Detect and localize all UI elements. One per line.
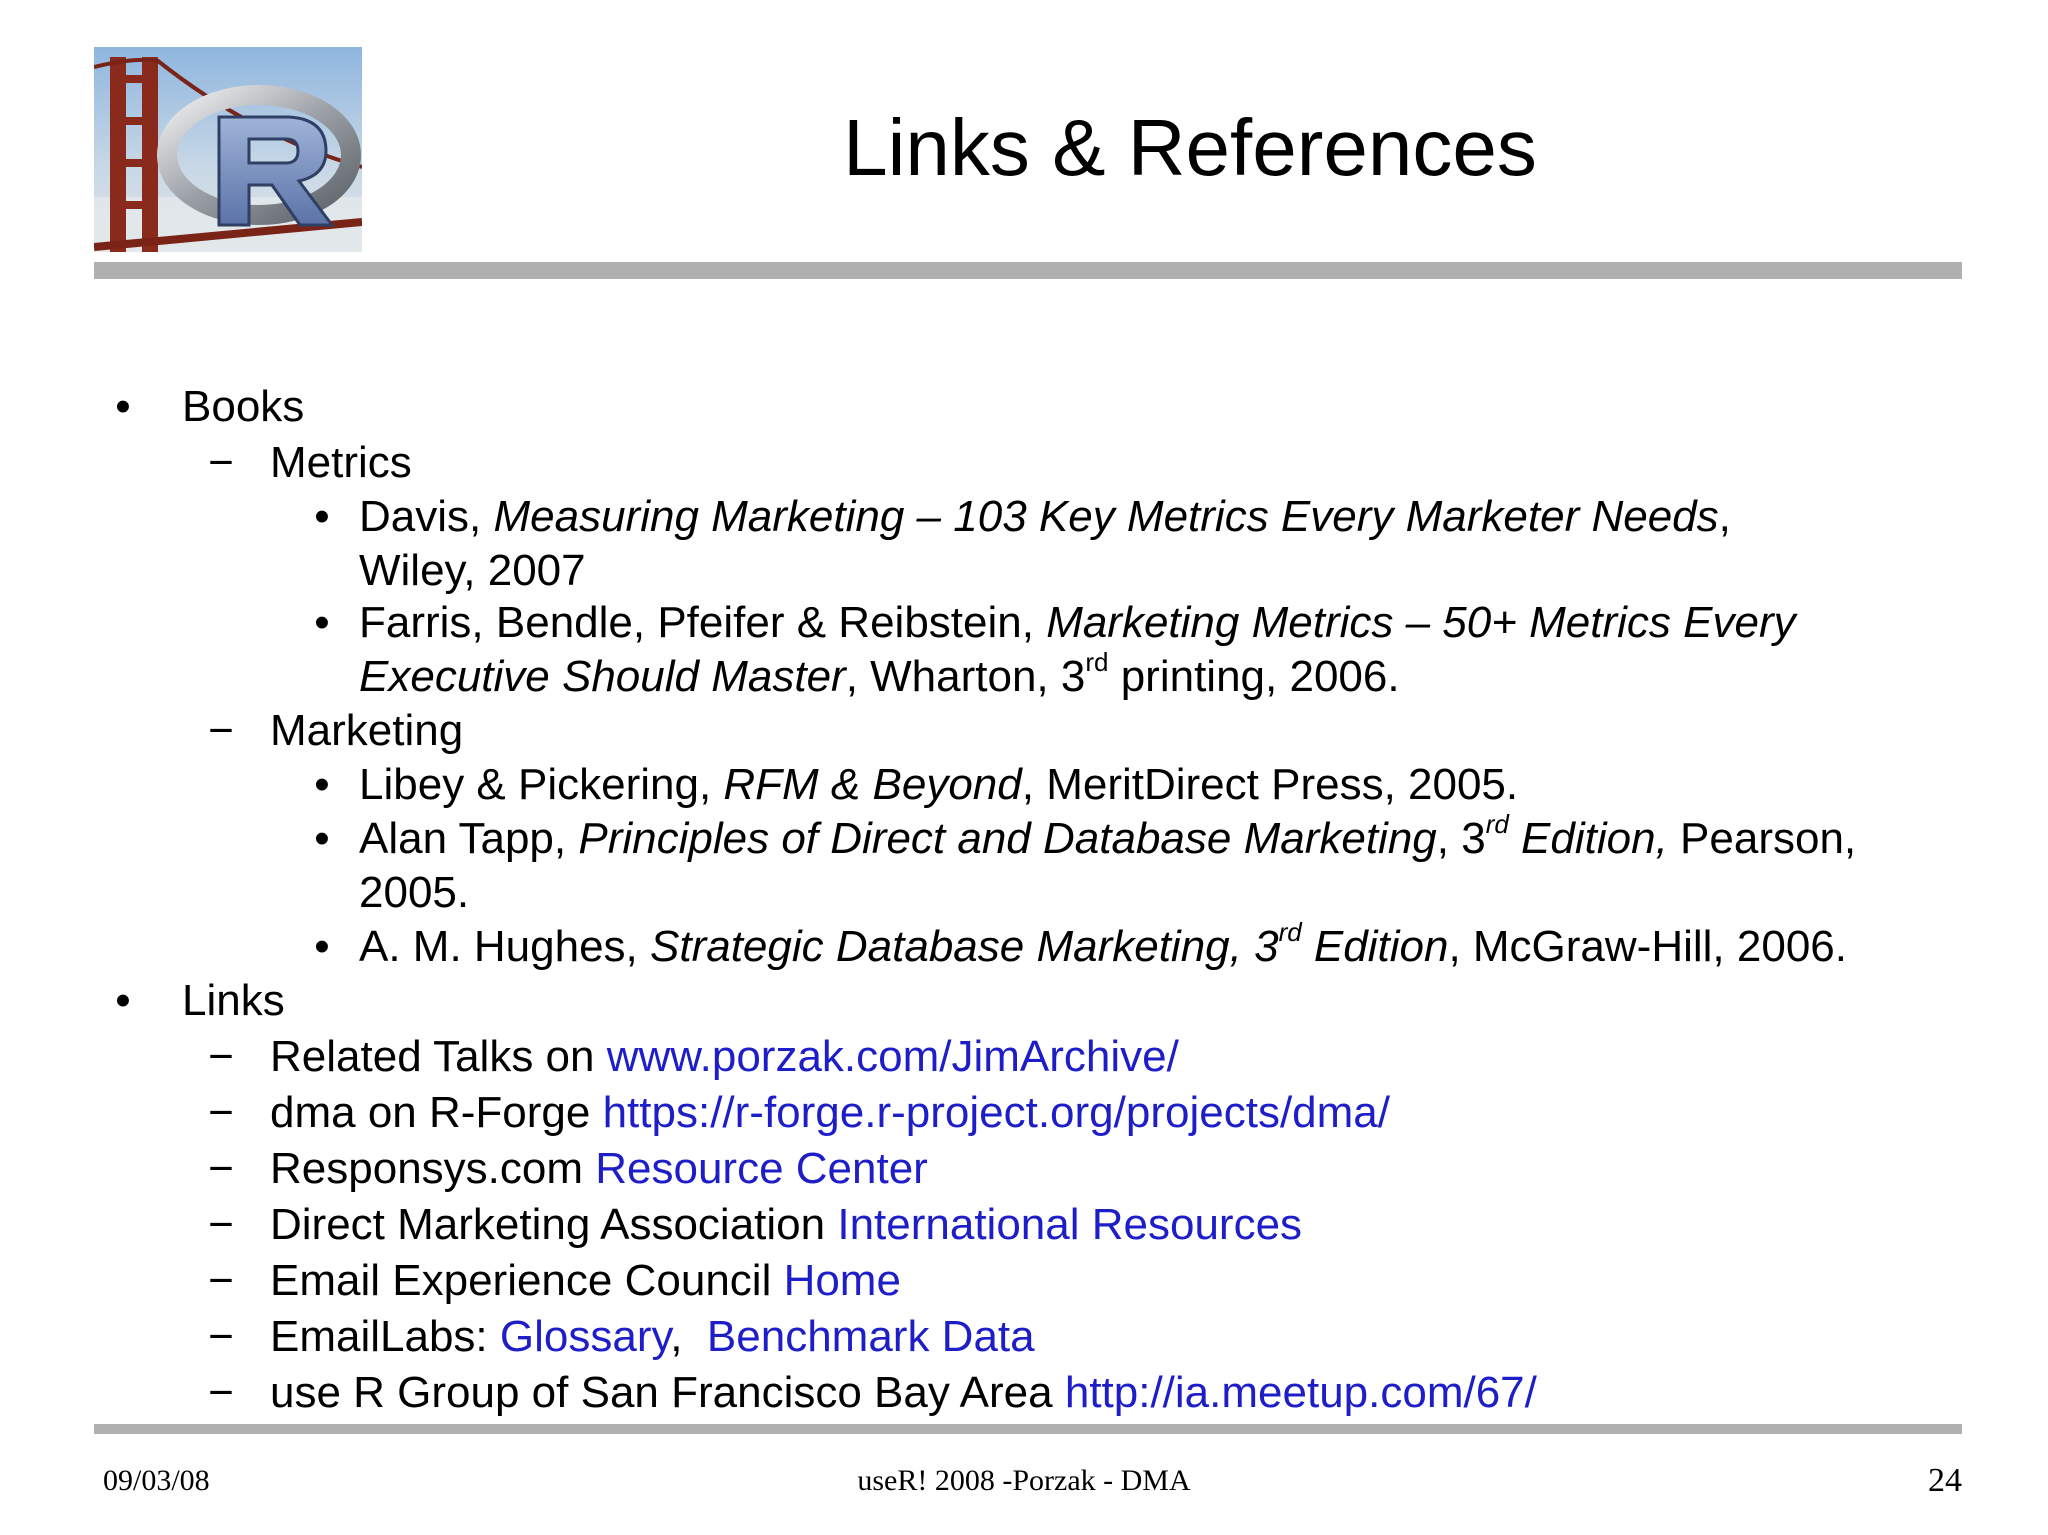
ordinal-suffix: rd (1485, 809, 1509, 840)
link-item-label: Related Talks on (270, 1032, 607, 1081)
reference-title: RFM & Beyond (723, 760, 1022, 809)
dash-glyph: − (208, 1088, 234, 1137)
bullet-glyph: • (314, 922, 330, 971)
slide-title: Links & References (843, 103, 1537, 192)
reference-title: Strategic Database Marketing, 3 (650, 922, 1279, 971)
reference-year: 2005. (359, 868, 470, 917)
reference-publisher: , Wharton, 3 (845, 652, 1086, 701)
reference-title: Marketing Metrics – 50+ Metrics Every (1046, 598, 1796, 647)
link-item-label: dma on R-Forge (270, 1088, 603, 1137)
metrics-heading: Metrics (270, 438, 412, 487)
link-item-label: EmailLabs: (270, 1312, 500, 1361)
dash-glyph: − (208, 1200, 234, 1249)
header-divider (94, 262, 1962, 279)
footer-caption: useR! 2008 -Porzak - DMA (857, 1464, 1191, 1497)
reference-title: Executive Should Master (359, 652, 846, 701)
bullet-glyph: • (314, 814, 330, 863)
dash-glyph: − (208, 438, 234, 487)
reference-publisher: , McGraw-Hill, 2006. (1448, 922, 1847, 971)
books-heading: Books (182, 382, 305, 431)
reference-punct: , (1718, 492, 1731, 541)
bullet-glyph: • (115, 976, 131, 1025)
link-separator: , (670, 1312, 707, 1361)
bullet-glyph: • (314, 492, 330, 541)
marketing-heading: Marketing (270, 706, 464, 755)
ordinal-suffix: rd (1278, 917, 1302, 948)
meetup-link[interactable]: http://ia.meetup.com/67/ (1064, 1368, 1537, 1417)
bullet-glyph: • (314, 598, 330, 647)
dash-glyph: − (208, 1256, 234, 1305)
benchmark-data-link[interactable]: Benchmark Data (706, 1312, 1035, 1361)
reference-author: Alan Tapp, (359, 814, 579, 863)
resource-center-link[interactable]: Resource Center (595, 1144, 928, 1193)
link-item-label: Responsys.com (270, 1144, 596, 1193)
dash-glyph: − (208, 1368, 234, 1417)
email-council-home-link[interactable]: Home (783, 1256, 901, 1305)
reference-punct: , 3 (1436, 814, 1486, 863)
r-golden-gate-logo (94, 47, 362, 252)
page-number: 24 (1928, 1462, 1962, 1499)
reference-year: printing, 2006. (1108, 652, 1400, 701)
link-item-label: use R Group of San Francisco Bay Area (270, 1368, 1065, 1417)
reference-title: Principles of Direct and Database Marketing (578, 814, 1437, 863)
reference-author: Farris, Bendle, Pfeifer & Reibstein, (359, 598, 1047, 647)
reference-publisher: Wiley, 2007 (359, 546, 586, 595)
reference-edition: Edition (1301, 922, 1449, 971)
reference-author: Libey & Pickering, (359, 760, 724, 809)
reference-author: A. M. Hughes, (359, 922, 651, 971)
reference-title: Measuring Marketing – 103 Key Metrics Every Marketer Needs (493, 492, 1719, 541)
bullet-glyph: • (115, 382, 131, 431)
footer-date: 09/03/08 (103, 1464, 210, 1497)
reference-edition: Edition, (1508, 814, 1668, 863)
r-forge-link[interactable]: https://r-forge.r-project.org/projects/dma/ (602, 1088, 1390, 1137)
dash-glyph: − (208, 1144, 234, 1193)
dash-glyph: − (208, 706, 234, 755)
link-item-label: Email Experience Council (270, 1256, 784, 1305)
dash-glyph: − (208, 1032, 234, 1081)
footer-divider (94, 1424, 1962, 1434)
dash-glyph: − (208, 1312, 234, 1361)
international-resources-link[interactable]: International Resources (837, 1200, 1303, 1249)
reference-publisher: Pearson, (1667, 814, 1857, 863)
link-item-label: Direct Marketing Association (270, 1200, 838, 1249)
reference-publisher: , MeritDirect Press, 2005. (1021, 760, 1519, 809)
reference-author: Davis, (359, 492, 494, 541)
glossary-link[interactable]: Glossary (499, 1312, 671, 1361)
links-heading: Links (182, 976, 285, 1025)
porzak-archive-link[interactable]: www.porzak.com/JimArchive/ (606, 1032, 1179, 1081)
ordinal-suffix: rd (1085, 647, 1109, 678)
bullet-glyph: • (314, 760, 330, 809)
